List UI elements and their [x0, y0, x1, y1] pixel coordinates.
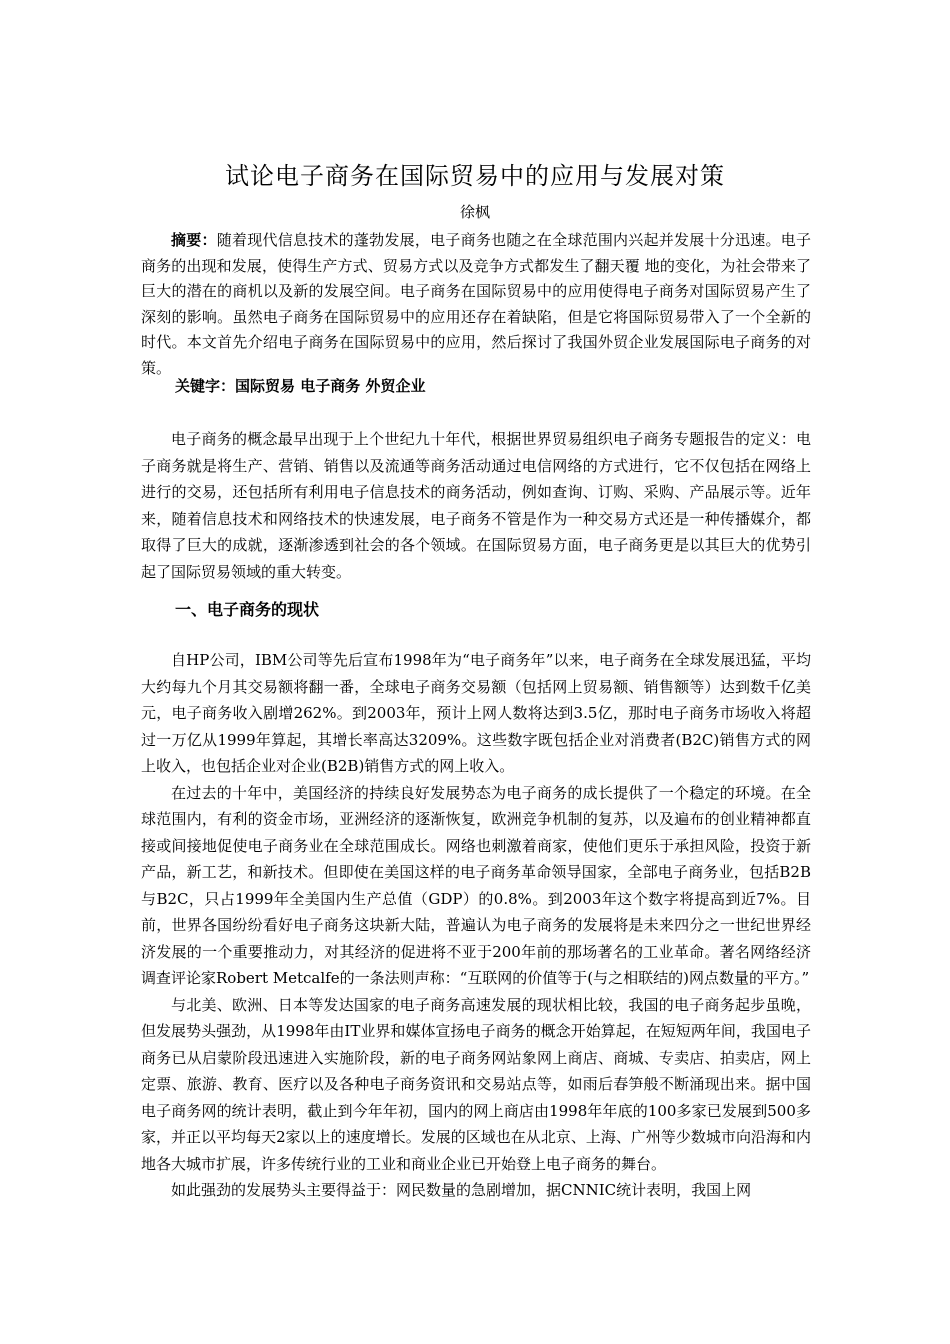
intro-section [141, 426, 811, 585]
paper-title: 试论电子商务在国际贸易中的应用与发展对策 [225, 162, 725, 190]
author-name: 徐枫 [459, 203, 490, 221]
abstract-label: 摘要： [171, 231, 217, 249]
intro-paragraph: 电子商务的概念最早出现于上个世纪九十年代，根据世界贸易组织电子商务专题报告的定义：电子商务就是将生产、营销、销售以及流通等商务活动通过电信网络的方式进行，它不仅包括在网络上进行的交易，还包括所有利用电子信息技术的商务活动，例如查询、订购、采购、产品展示等。近年来，随着信息技术和网络技术的快速发展，电子商务不管是作为一种交易方式还是一种传播媒介，都取得了巨大的成就，逐渐渗透到社会的各个领域。在国际贸易方面，电子商务更是以其巨大的优势引起了国际贸易领域的重大转变。 [141, 430, 811, 581]
abstract-paragraph [141, 228, 811, 381]
abstract-text: 随着现代信息技术的蓬勃发展，电子商务也随之在全球范围内兴起并发展十分迅速。电子商务的出现和发展，使得生产方式、贸易方式以及竞争方式都发生了翻天覆 地的变化，为社会带来了巨大的潜在的商机以及新的发展空间。电子商务在国际贸易中的应用使得电子商务对国际贸易产生了深刻的影响。虽然电子商务在国际贸易中的应用还存在着缺陷，但是它将国际贸易带入了一个全新的时代。本文首先介绍电子商务在国际贸易中的应用，然后探讨了我国外贸企业发展国际电子商务的对策。 [141, 231, 811, 377]
keywords-line: 关键字：国际贸易 电子商务 外贸企业 [175, 377, 426, 395]
section-heading: 一、电子商务的现状 [175, 600, 320, 619]
body-paragraph: 在过去的十年中，美国经济的持续良好发展势态为电子商务的成长提供了一个稳定的环境。在全球范围内，有利的资金市场，亚洲经济的逐渐恢复，欧洲竞争机制的复苏，以及遍布的创业精神都直接或间接地促使电子商务业在全球范围成长。网络也刺激着商家，使他们更乐于承担风险，投资于新产品，新工艺，和新技术。但即使在美国这样的电子商务革命领导国家，全部电子商务业，包括B2B与B2C，只占1999年全美国内生产总值（GDP）的0.8%。到2003年这个数字将提高到近7%。目前，世界各国纷纷看好电子商务这块新大陆，普遍认为电子商务的发展将是未来四分之一世纪世界经济发展的一个重要推动力，对其经济的促进将不亚于200年前的那场著名的工业革命。著名网络经济调查评论家Robert Metcalfe的一条法则声称：“互联网的价值等于(与之相联结的)网点数量的平方。” [141, 783, 811, 987]
body-paragraph: 如此强劲的发展势头主要得益于：网民数量的急剧增加，据CNNIC统计表明，我国上网 [171, 1181, 752, 1199]
section-body [141, 647, 811, 1204]
body-paragraph: 自HP公司，IBM公司等先后宣布1998年为“电子商务年”以来，电子商务在全球发展迅猛，平均大约每九个月其交易额将翻一番，全球电子商务交易额（包括网上贸易额、销售额等）达到数千亿美元，电子商务收入剧增262%。到2003年，预计上网人数将达到3.5亿，那时电子商务市场收入将超过一万亿从1999年算起，其增长率高达3209%。这些数字既包括企业对消费者(B2C)销售方式的网上收入，也包括企业对企业(B2B)销售方式的网上收入。 [141, 651, 811, 775]
body-paragraph: 与北美、欧洲、日本等发达国家的电子商务高速发展的现状相比较，我国的电子商务起步虽晚，但发展势头强劲，从1998年由IT业界和媒体宣扬电子商务的概念开始算起，在短短两年间，我国电子商务已从启蒙阶段迅速进入实施阶段，新的电子商务网站象网上商店、商城、专卖店、拍卖店，网上定票、旅游、教育、医疗以及各种电子商务资讯和交易站点等，如雨后春笋般不断涌现出来。据中国电子商务网的统计表明，截止到今年年初，国内的网上商店由1998年年底的100多家已发展到500多家，并正以平均每天2家以上的速度增长。发展的区域也在从北京、上海、广州等少数城市向沿海和内地各大城市扩展，许多传统行业的工业和商业企业已开始登上电子商务的舞台。 [141, 995, 811, 1173]
